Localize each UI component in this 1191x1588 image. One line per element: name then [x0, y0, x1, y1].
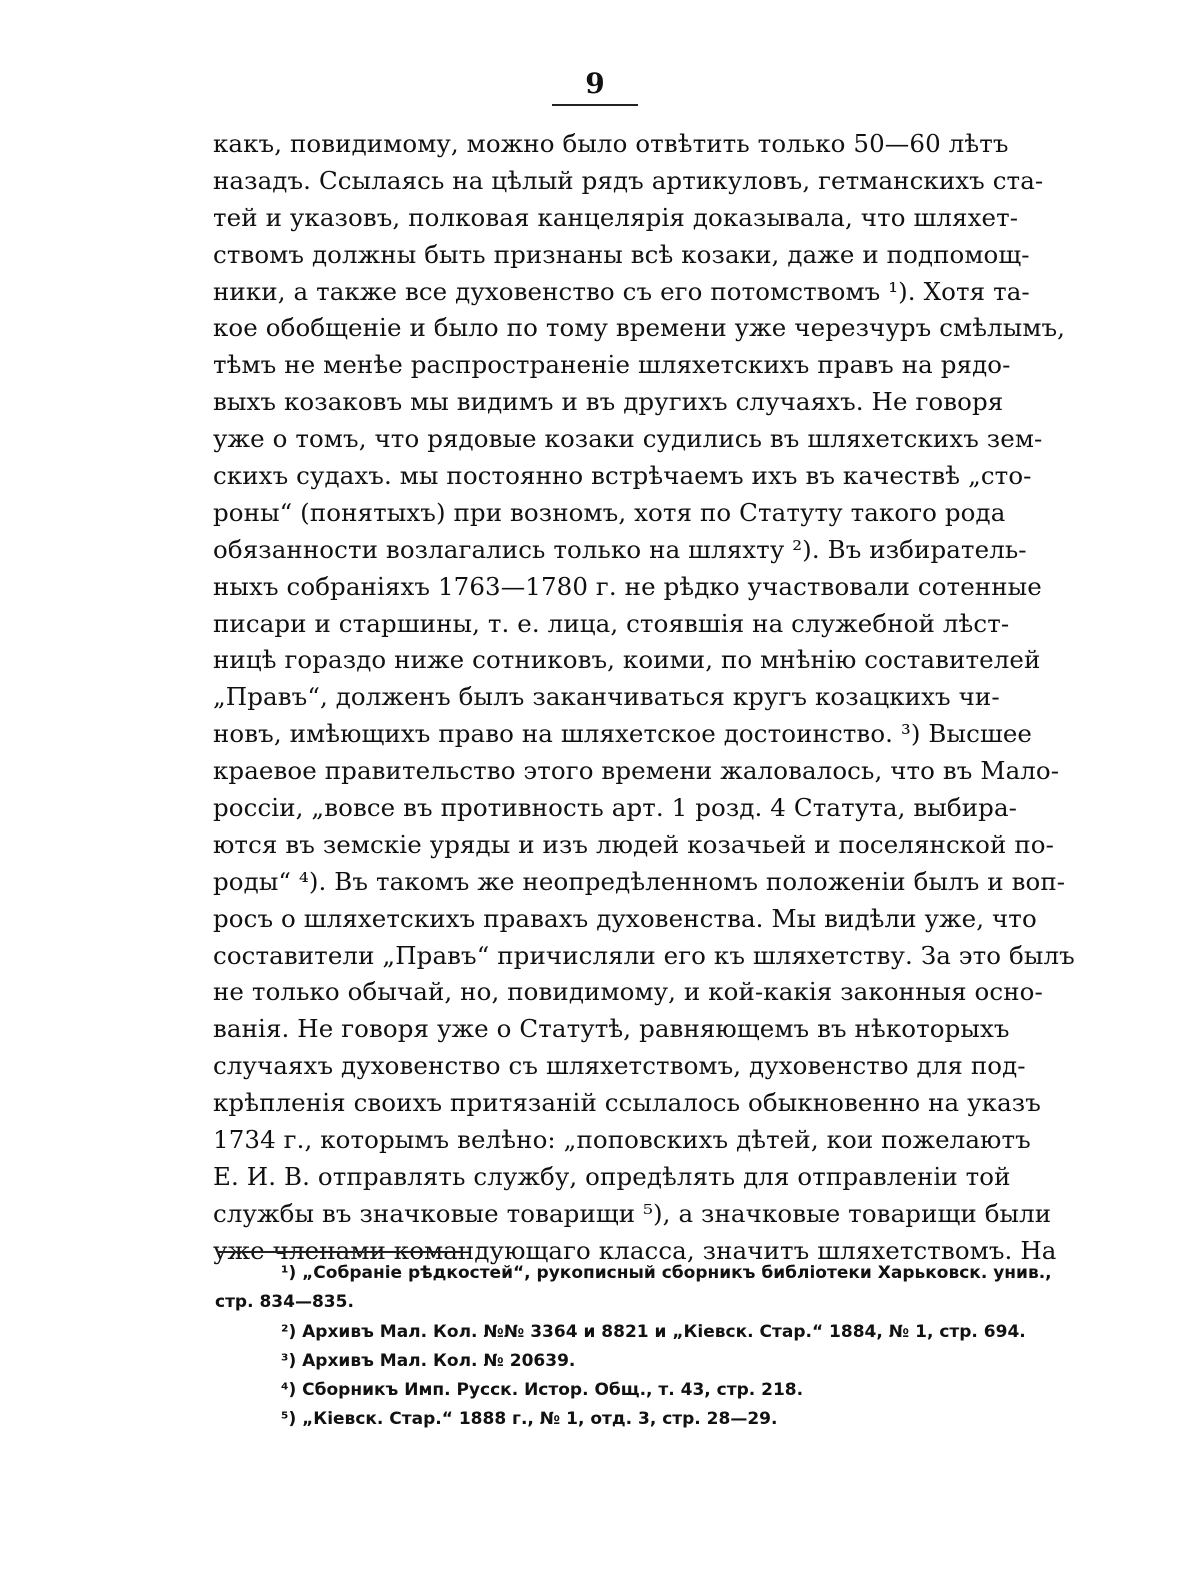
body-line: роды“ ⁴). Въ такомъ же неопредѣленномъ положеніи былъ и воп- — [213, 866, 1066, 896]
footnote-1-continued: стр. 834—835. — [215, 1292, 354, 1313]
body-line: составители „Правъ“ причисляли его къ шляхетству. За это былъ — [213, 940, 1075, 970]
body-line: писари и старшины, т. е. лица, стоявшія на служебной лѣст- — [213, 608, 1010, 638]
body-line: уже о томъ, что рядовые козаки судились въ шляхетскихъ зем- — [213, 424, 1043, 454]
body-line: уже членами командующаго класса, значитъ шляхетствомъ. На — [213, 1235, 1057, 1265]
footnote-5: ⁵) „Кіевск. Стар.“ 1888 г., № 1, отд. 3, стр. 28—29. — [281, 1409, 778, 1430]
footnote-3: ³) Архивъ Мал. Кол. № 20639. — [281, 1350, 576, 1371]
body-line: тѣмъ не менѣе распространеніе шляхетскихъ правъ на рядо- — [213, 350, 1011, 380]
body-line: выхъ козаковъ мы видимъ и въ другихъ случаяхъ. Не говоря — [213, 387, 1004, 417]
body-line: ники, а также все духовенство съ его потомствомъ ¹). Хотя та- — [213, 276, 1030, 306]
body-line: краевое правительство этого времени жаловалось, что въ Мало- — [213, 756, 1060, 786]
footnote-2: ²) Архивъ Мал. Кол. №№ 3364 и 8821 и „Кіевск. Стар.“ 1884, № 1, стр. 694. — [281, 1321, 1026, 1342]
body-line: скихъ судахъ. мы постоянно встрѣчаемъ ихъ въ качествѣ „сто- — [213, 461, 1032, 491]
footnote-1: ¹) „Собраніе рѣдкостей“, рукописный сборникъ библіотеки Харьковск. унив., — [281, 1263, 1052, 1283]
body-line: крѣпленія своихъ притязаній ссылалось обыкновенно на указъ — [213, 1088, 1041, 1118]
page-number-rule — [552, 104, 638, 106]
body-line: 1734 г., которымъ велѣно: „поповскихъ дѣтей, кои пожелаютъ — [213, 1125, 1031, 1155]
body-line: случаяхъ духовенство съ шляхетствомъ, духовенство для под- — [213, 1051, 1026, 1081]
footnote-4: ⁴) Сборникъ Имп. Русск. Истор. Общ., т. 43, стр. 218. — [281, 1380, 804, 1401]
body-line: тей и указовъ, полковая канцелярія доказывала, что шляхет- — [213, 202, 1019, 232]
body-line: новъ, имѣющихъ право на шляхетское достоинство. ³) Высшее — [213, 719, 1033, 749]
body-line: ствомъ должны быть признаны всѣ козаки, даже и подпомощ- — [213, 239, 1030, 269]
body-line: какъ, повидимому, можно было отвѣтить только 50—60 лѣтъ — [213, 129, 1009, 158]
footnote-rule — [217, 1251, 463, 1253]
body-text — [213, 126, 1075, 1270]
body-line: службы въ значковые товарищи ⁵), а значковые товарищи были — [213, 1198, 1052, 1228]
body-line: росъ о шляхетскихъ правахъ духовенства. Мы видѣли уже, что — [213, 903, 1037, 933]
body-line: обязанности возлагались только на шляхту ²). Въ избиратель- — [213, 534, 1027, 564]
body-line: кое обобщеніе и было по тому времени уже черезчуръ смѣлымъ, — [213, 313, 1066, 343]
body-line: роны“ (понятыхъ) при возномъ, хотя по Статуту такого рода — [213, 497, 1006, 527]
body-line: россіи, „вовсе въ противность арт. 1 розд. 4 Статута, выбира- — [213, 793, 1018, 823]
body-line: назадъ. Ссылаясь на цѣлый рядъ артикуловъ, гетманскихъ ста- — [213, 165, 1044, 195]
body-line: ются въ земскіе уряды и изъ людей козачьей и поселянской по- — [213, 829, 1055, 859]
body-line: ванія. Не говоря уже о Статутѣ, равняющемъ въ нѣкоторыхъ — [213, 1014, 1010, 1044]
body-line: Е. И. В. отправлять службу, опредѣлять для отправленіи той — [213, 1161, 1011, 1191]
body-line: не только обычай, но, повидимому, и кой-какія законныя осно- — [213, 977, 1043, 1007]
body-line: „Правъ“, долженъ былъ заканчиваться кругъ козацкихъ чи- — [213, 682, 1000, 712]
body-line: ницѣ гораздо ниже сотниковъ, коими, по мнѣнію составителей — [213, 645, 1041, 675]
page-number: 9 — [585, 67, 605, 100]
footnotes — [215, 1259, 1052, 1435]
body-line: ныхъ собраніяхъ 1763—1780 г. не рѣдко участвовали сотенные — [213, 571, 1042, 601]
